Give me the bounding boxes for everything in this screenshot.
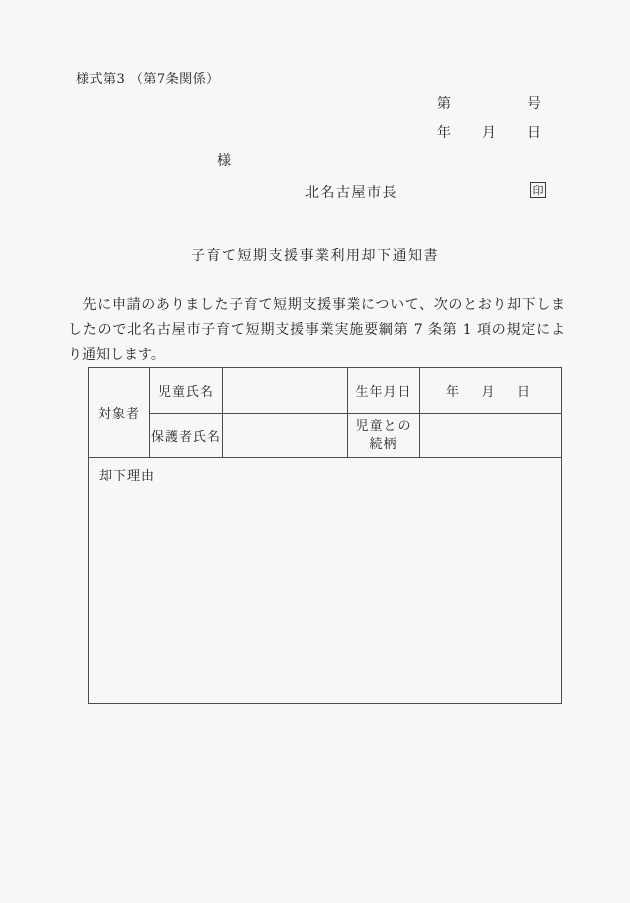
birth-year-label: 年 bbox=[446, 385, 461, 400]
relationship-value-cell bbox=[420, 414, 562, 458]
child-name-value-cell bbox=[223, 368, 348, 414]
sender-title: 北名古屋市長 bbox=[305, 185, 398, 201]
seal-mark: 印 bbox=[530, 182, 546, 198]
relationship-label-cell bbox=[348, 414, 420, 458]
guardian-name-label-cell: 保護者氏名 bbox=[150, 414, 223, 458]
table-row bbox=[89, 368, 562, 414]
date-day-label: 日 bbox=[527, 125, 541, 141]
subject-header-cell: 対象者 bbox=[89, 368, 150, 458]
rejection-reason-cell bbox=[89, 458, 562, 704]
table-row bbox=[89, 414, 562, 458]
doc-number-prefix: 第 bbox=[437, 96, 451, 112]
body-line-1: 先に申請のありました子育て短期支援事業について、次のとおり却下しま bbox=[68, 297, 565, 313]
guardian-name-value-cell bbox=[223, 414, 348, 458]
issue-date-line bbox=[437, 122, 541, 142]
birth-date-value-cell bbox=[420, 368, 562, 414]
birth-day-label: 日 bbox=[516, 385, 531, 400]
body-line-3: り通知します。 bbox=[68, 347, 165, 363]
child-name-label-cell: 児童氏名 bbox=[150, 368, 223, 414]
relationship-label-line2: 続柄 bbox=[369, 436, 398, 452]
relationship-label-line1: 児童との bbox=[355, 418, 412, 434]
form-number-label: 様式第3 （第7条関係） bbox=[76, 72, 220, 87]
body-line-2: したので北名古屋市子育て短期支援事業実施要綱第 7 条第 1 項の規定によ bbox=[68, 322, 565, 338]
birth-date-label-cell: 生年月日 bbox=[348, 368, 420, 414]
rejection-reason-label: 却下理由 bbox=[99, 469, 156, 484]
date-year-label: 年 bbox=[437, 125, 451, 141]
table-row bbox=[89, 458, 562, 704]
addressee-honorific: 様 bbox=[217, 153, 231, 169]
document-number-line bbox=[437, 93, 541, 113]
birth-month-label: 月 bbox=[481, 385, 496, 400]
doc-number-suffix: 号 bbox=[527, 96, 541, 112]
date-month-label: 月 bbox=[482, 125, 496, 141]
applicant-info-table bbox=[88, 367, 562, 704]
document-title: 子育て短期支援事業利用却下通知書 bbox=[191, 248, 439, 264]
body-paragraph bbox=[68, 293, 565, 368]
